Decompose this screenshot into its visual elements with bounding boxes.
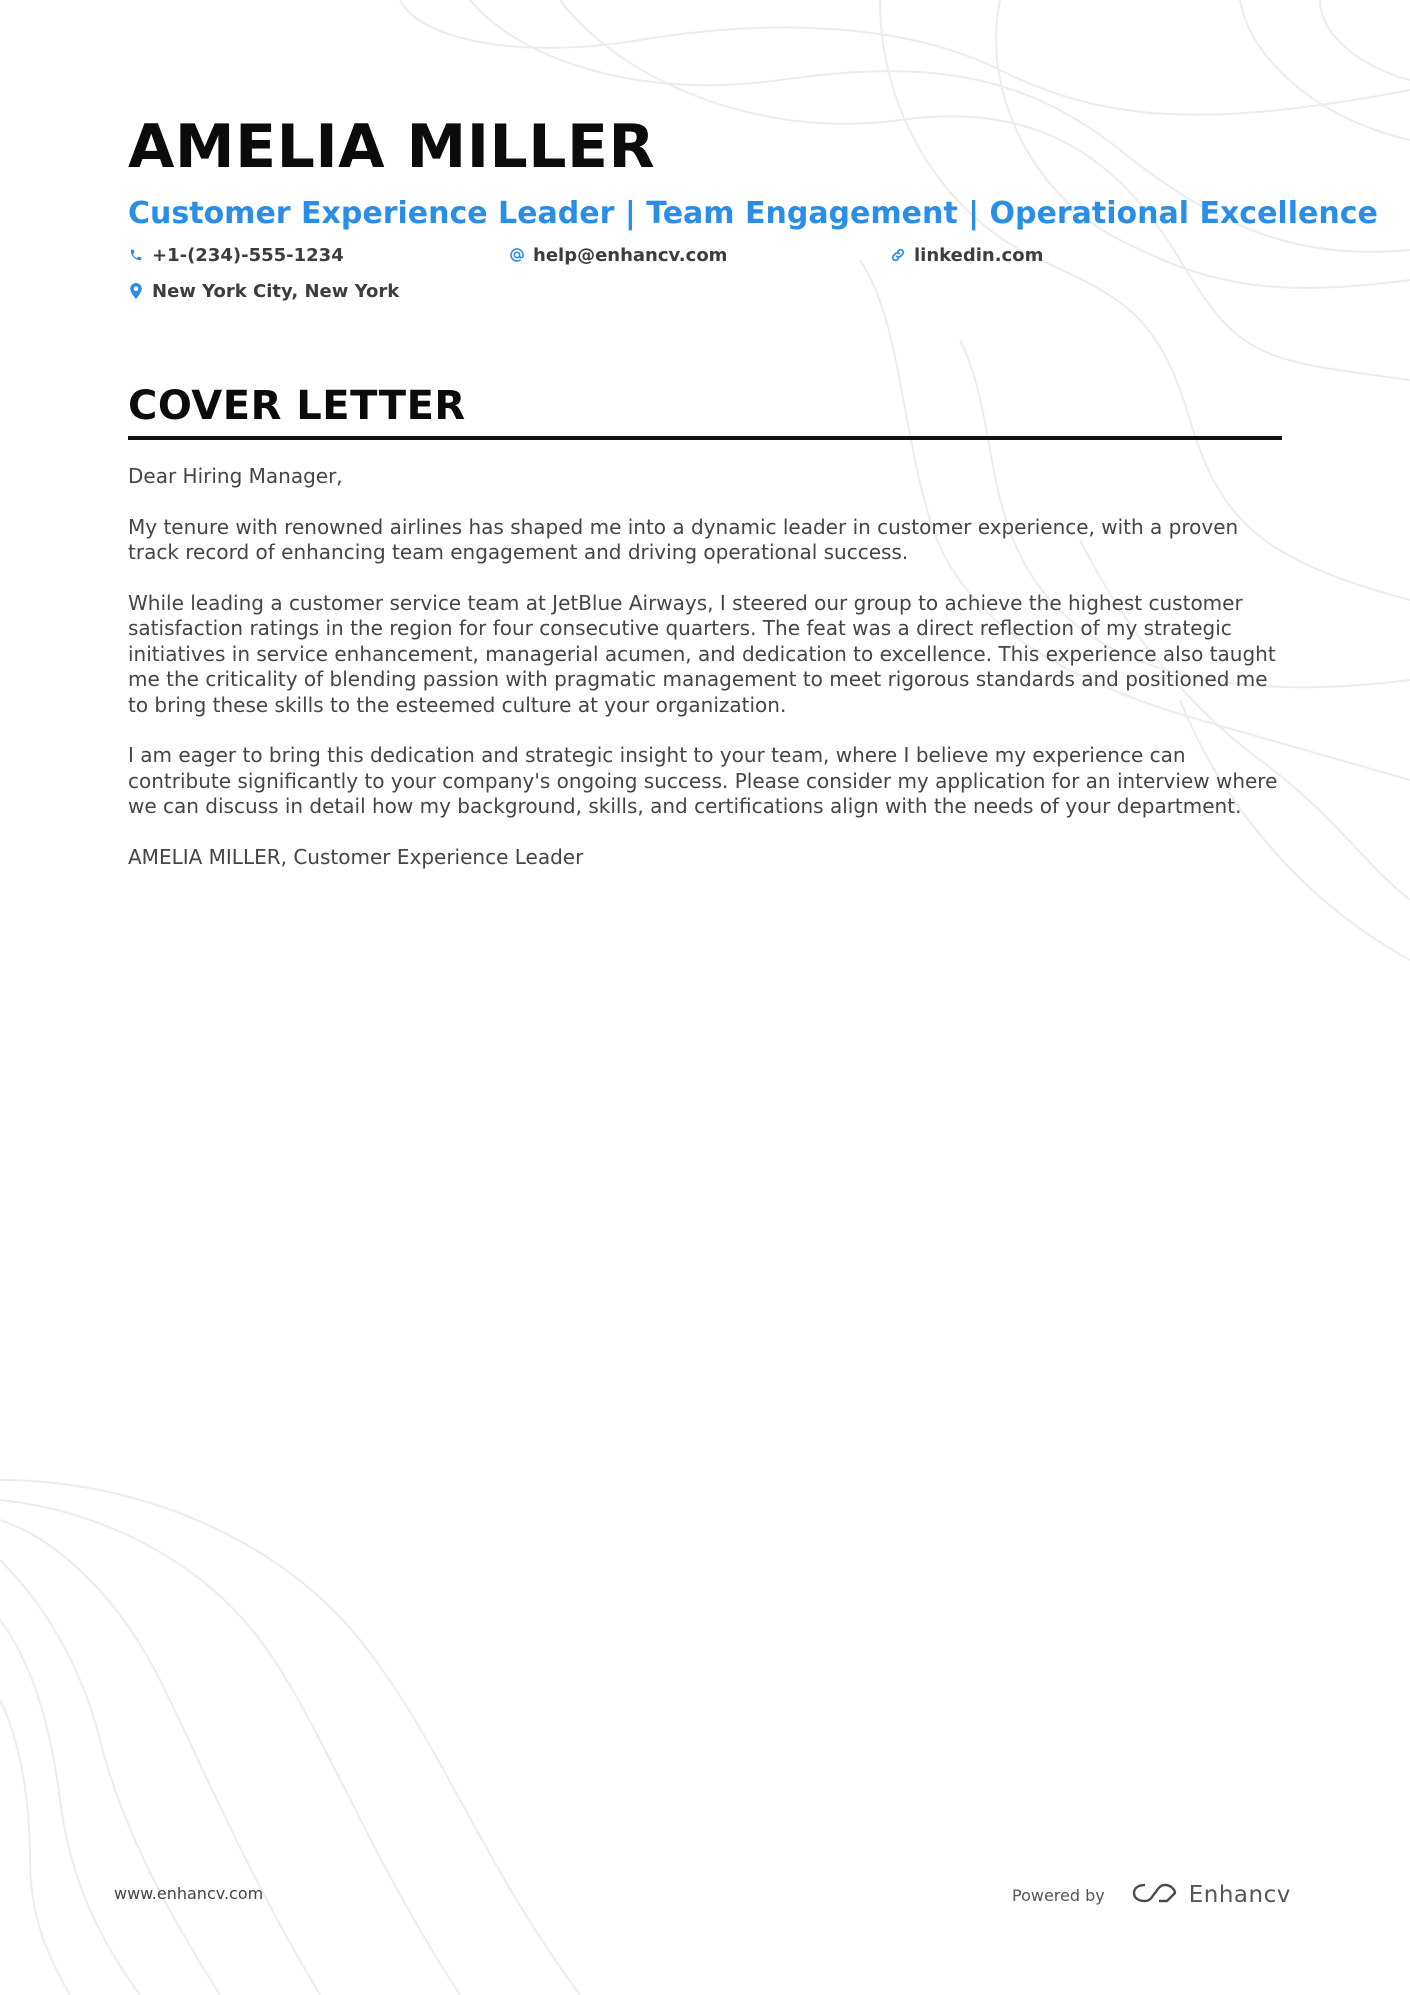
section-divider (128, 436, 1282, 440)
link-icon (890, 247, 906, 263)
map-pin-icon (128, 283, 144, 299)
brand-name: Enhancv (1188, 1882, 1291, 1908)
footer-url[interactable]: www.enhancv.com (114, 1884, 264, 1903)
document-page (128, 108, 1378, 895)
letter-paragraph: My tenure with renowned airlines has shaped me into a dynamic leader in customer experience, with a proven track record of enhancing team engagement and driving operational success. (128, 514, 1239, 564)
letter-greeting: Dear Hiring Manager, (128, 464, 343, 488)
contact-link (890, 240, 1271, 270)
section-title: COVER LETTER (128, 383, 466, 429)
letter-signature: AMELIA MILLER, Customer Experience Leader (128, 844, 584, 869)
brand[interactable] (1131, 1880, 1291, 1910)
phone-icon (128, 247, 144, 263)
candidate-title: Customer Experience Leader | Team Engagement | Operational Excellence (128, 196, 1378, 231)
letter-body (128, 464, 1282, 870)
contact-location (128, 276, 509, 306)
contact-phone (128, 240, 509, 270)
contact-info (128, 240, 1282, 306)
at-icon (509, 247, 525, 263)
phone-text[interactable]: +1-(234)-555-1234 (152, 244, 344, 266)
powered-by (1012, 1880, 1291, 1910)
letter-paragraph: I am eager to bring this dedication and strategic insight to your team, where I believe my experience can contribute significantly to your company's ongoing success. Please consider my application for an interview where we can discuss in detail how my background, skills, and certifications align with the needs of your department. (128, 743, 1278, 818)
letter-paragraph: While leading a customer service team at JetBlue Airways, I steered our group to achieve the highest customer satisfaction ratings in the region for four consecutive quarters. The feat was a direct reflection of my strategic initiatives in service enhancement, managerial acumen, and dedication to excellence. This experience also taught me the criticality of blending passion with pragmatic management to meet rigorous standards and positioned me to bring these skills to the esteemed culture at your organization. (128, 590, 1276, 717)
email-text[interactable]: help@enhancv.com (533, 244, 728, 266)
powered-by-label: Powered by (1012, 1885, 1105, 1905)
enhancv-logo-icon (1131, 1880, 1179, 1910)
location-text: New York City, New York (152, 280, 400, 302)
contact-email (509, 240, 890, 270)
candidate-name: AMELIA MILLER (128, 112, 656, 182)
link-text[interactable]: linkedin.com (914, 244, 1044, 266)
